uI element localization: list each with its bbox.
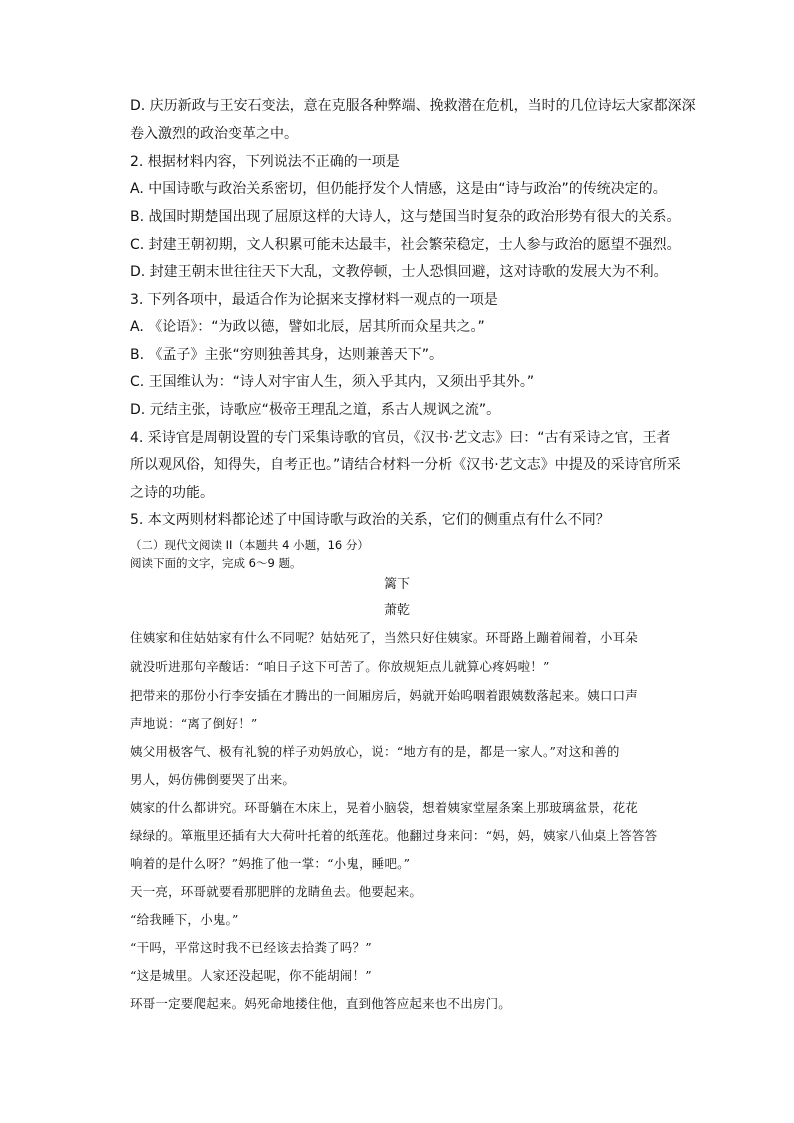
q2-option-b: B. 战国时期楚国出现了屈原这样的大诗人，这与楚国当时复杂的政治形势有很大的关系。 (130, 209, 681, 225)
story-author: 萧乾 (384, 603, 411, 618)
q4-line2: 所以观风俗，知得失，自考正也。”请结合材料一分析《汉书·艺文志》中提及的采诗官所采 (130, 457, 681, 473)
story-line: 声地说：“离了倒好！” (130, 716, 258, 731)
section2-instruction: 阅读下面的文字，完成 6～9 题。 (130, 556, 302, 570)
story-line: 绿绿的。箪瓶里还插有大大荷叶托着的纸莲花。他翻过身来问：“妈，妈，姨家八仙桌上答答答 (130, 828, 658, 843)
section2-heading: （二）现代文阅读 II（本题共 4 小题，16 分） (130, 538, 369, 552)
story-line: 响着的是什么呀？”妈推了他一掌：“小鬼，睡吧。” (130, 856, 411, 871)
q1-option-d-line1: D. 庆历新政与王安石变法，意在克服各种弊端、挽救潜在危机，当时的几位诗坛大家都深深 (130, 98, 696, 114)
q3-option-b: B. 《孟子》主张“穷则独善其身，达则兼善天下”。 (130, 347, 444, 363)
q3-option-a: A. 《论语》：“为政以德，譬如北辰，居其所而众星共之。” (130, 319, 485, 335)
q2-stem: 2. 根据材料内容，下列说法不正确的一项是 (130, 154, 400, 170)
story-line: 环哥一定要爬起来。妈死命地搂住他，直到他答应起来也不出房门。 (130, 996, 512, 1011)
story-line: 姨父用极客气、极有礼貌的样子劝妈放心，说：“地方有的是，都是一家人。”对这和善的 (130, 744, 620, 759)
story-line: “这是城里。人家还没起呢，你不能胡闹！” (130, 968, 372, 983)
story-title: 篱下 (384, 577, 411, 592)
story-line: “给我睡下，小鬼。” (130, 912, 239, 927)
q3-option-d: D. 元结主张，诗歌应“极帝王理乱之道，系古人规讽之流”。 (130, 402, 501, 418)
q4-line3: 之诗的功能。 (130, 485, 214, 501)
q3-option-c: C. 王国维认为：“诗人对宇宙人生，须入乎其内，又须出乎其外。” (130, 374, 535, 390)
story-line: 天一亮，环哥就要看那肥胖的龙睛鱼去。他要起来。 (130, 884, 423, 899)
q2-option-a: A. 中国诗歌与政治关系密切，但仍能抒发个人情感，这是由“诗与政治”的传统决定的。 (130, 181, 667, 197)
q5-line1: 5. 本文两则材料都论述了中国诗歌与政治的关系，它们的侧重点有什么不同？ (130, 512, 610, 528)
q3-stem: 3. 下列各项中，最适合作为论据来支撑材料一观点的一项是 (130, 292, 498, 308)
story-line: 把带来的那份小行李安插在才腾出的一间厢房后，妈就开始呜咽着跟姨数落起来。姨口口声 (130, 688, 639, 703)
story-line: 姨家的什么都讲究。环哥躺在木床上，晃着小脑袋，想着姨家堂屋条案上那玻璃盆景，花花 (130, 800, 639, 815)
q1-option-d-line2: 卷入激烈的政治变革之中。 (130, 126, 298, 142)
story-line: 就没听进那句辛酸话：“咱日子这下可苦了。你放规矩点儿就算心疼妈啦！” (130, 659, 550, 674)
story-line: “干吗，平常这时我不已经该去拾粪了吗？” (130, 940, 372, 955)
q2-option-c: C. 封建王朝初期，文人积累可能未达最丰，社会繁荣稳定，士人参与政治的愿望不强烈。 (130, 237, 681, 253)
story-line: 住姨家和住姑姑家有什么不同呢？姑姑死了，当然只好住姨家。环哥路上蹦着闹着，小耳朵 (130, 630, 639, 645)
story-line: 男人，妈仿佛倒要哭了出来。 (130, 772, 296, 787)
q2-option-d: D. 封建王朝末世往往天下大乱，文教停顿，士人恐惧回避，这对诗歌的发展大为不利。 (130, 264, 668, 280)
q4-line1: 4. 采诗官是周朝设置的专门采集诗歌的官员，《汉书·艺文志》曰：“古有采诗之官，王者 (130, 430, 671, 446)
